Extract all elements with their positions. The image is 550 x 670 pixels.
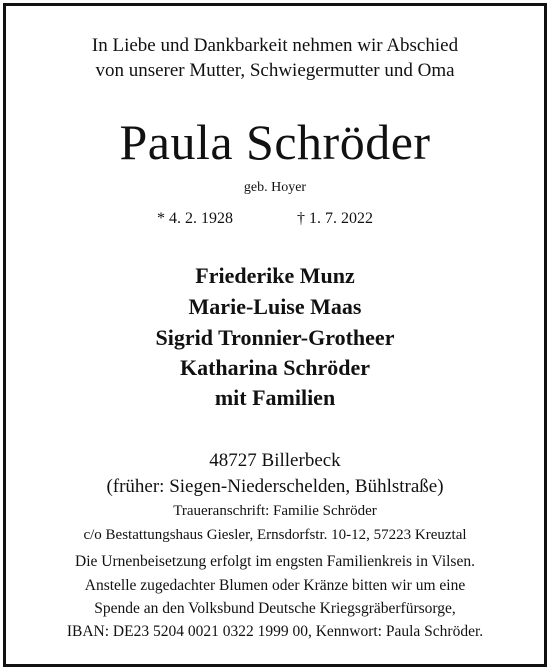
maiden-name: geb. Hoyer — [243, 180, 307, 195]
intro-line-2: von unserer Mutter, Schwiegermutter und Oma — [95, 60, 455, 81]
former-residence: (früher: Siegen-Niederschelden, Bühlstraße) — [106, 476, 444, 497]
donation-notice-line-2: Spende an den Volksbund Deutsche Kriegsgräberfürsorge, — [94, 600, 456, 617]
mourner-1: Friederike Munz — [195, 263, 355, 288]
donation-notice-line-3: IBAN: DE23 5204 0021 0322 1999 00, Kennwort: Paula Schröder. — [66, 623, 484, 640]
burial-notice: Die Urnenbeisetzung erfolgt im engsten Familienkreis in Vilsen. — [75, 553, 475, 570]
mourner-2: Marie-Luise Maas — [188, 294, 362, 319]
death-date: † 1. 7. 2022 — [297, 210, 373, 227]
mourner-3: Sigrid Tronnier-Grotheer — [155, 325, 395, 350]
mourner-family: mit Familien — [214, 385, 336, 410]
mourning-address-line-1: Traueranschrift: Familie Schröder — [173, 503, 377, 519]
mourning-address-line-2: c/o Bestattungshaus Giesler, Ernsdorfstr. 10-12, 57223 Kreuztal — [83, 527, 467, 543]
donation-notice-line-1: Anstelle zugedachter Blumen oder Kränze bitten wir um eine — [84, 577, 466, 594]
mourner-4: Katharina Schröder — [179, 355, 371, 380]
life-dates — [0, 210, 550, 230]
residence-city: 48727 Billerbeck — [209, 450, 341, 471]
birth-date: * 4. 2. 1928 — [157, 210, 233, 227]
deceased-name: Paula Schröder — [119, 114, 431, 170]
intro-line-1: In Liebe und Dankbarkeit nehmen wir Abschied — [91, 35, 459, 56]
